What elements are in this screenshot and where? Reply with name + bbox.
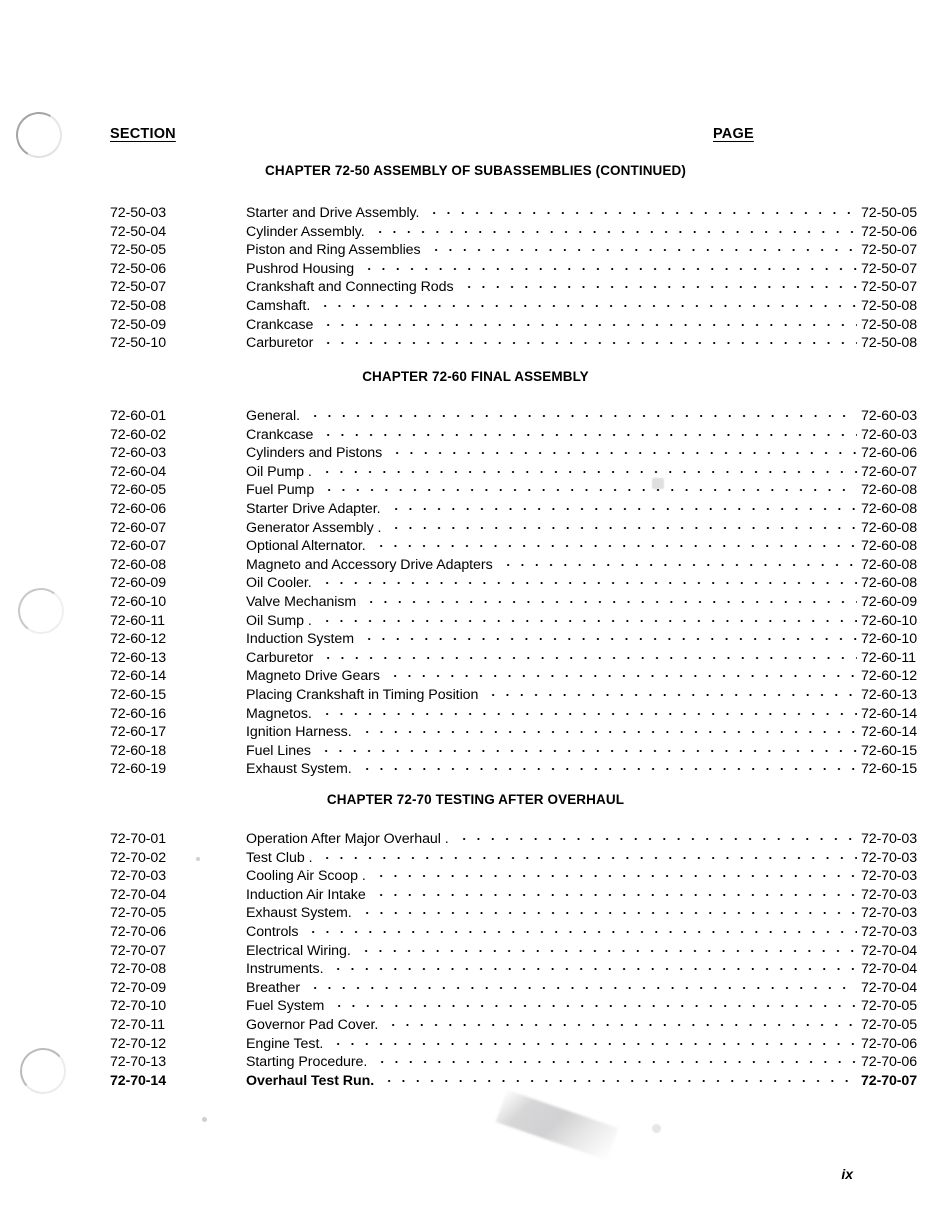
- toc-section-number: 72-60-16: [110, 705, 166, 722]
- toc-row[interactable]: [0, 555, 935, 574]
- toc-section-number: 72-70-08: [110, 961, 166, 978]
- toc-page-reference: 72-60-14: [861, 705, 917, 722]
- toc-row[interactable]: [0, 885, 935, 904]
- toc-entry-title: Exhaust System.: [246, 905, 352, 922]
- toc-leader-dots: [429, 240, 857, 254]
- toc-entry-title: Test Club .: [246, 849, 313, 866]
- toc-row[interactable]: [0, 829, 935, 848]
- toc-entry-title: Magnetos.: [246, 705, 312, 722]
- toc-entry-title: Fuel Pump: [246, 482, 315, 499]
- toc-section-number: 72-60-02: [110, 426, 166, 443]
- toc-row[interactable]: [0, 685, 935, 704]
- toc-entry-title: Operation After Major Overhaul .: [246, 831, 449, 847]
- toc-page-reference: 72-70-03: [861, 886, 917, 903]
- toc-page-reference: 72-70-04: [861, 961, 917, 978]
- toc-leader-dots: [321, 315, 857, 329]
- toc-entry-title: Breather: [246, 979, 301, 996]
- toc-entry-title: Overhaul Test Run.: [246, 1072, 375, 1089]
- toc-entry-title: Governor Pad Cover.: [246, 1016, 379, 1033]
- toc-section-number: 72-60-17: [110, 724, 166, 741]
- toc-leader-dots: [374, 885, 857, 899]
- toc-row[interactable]: [0, 592, 935, 611]
- toc-page-reference: 72-60-15: [861, 761, 917, 778]
- toc-section-number: 72-70-07: [110, 942, 166, 959]
- toc-page-reference: 72-60-10: [861, 612, 917, 629]
- toc-row[interactable]: [0, 259, 935, 278]
- toc-section-number: 72-60-08: [110, 556, 166, 573]
- toc-leader-dots: [320, 704, 857, 718]
- toc-row[interactable]: [0, 480, 935, 499]
- toc-leader-dots: [322, 480, 857, 494]
- toc-page-reference: 72-60-11: [861, 649, 916, 666]
- toc-leader-dots: [318, 296, 857, 310]
- toc-page-reference: 72-50-07: [861, 279, 917, 296]
- toc-row[interactable]: [0, 722, 935, 741]
- toc-leader-dots: [388, 666, 857, 680]
- toc-page-reference: 72-70-03: [861, 923, 917, 940]
- toc-row[interactable]: [0, 611, 935, 630]
- toc-section-number: 72-70-02: [110, 849, 166, 866]
- toc-entry-title: Valve Mechanism: [246, 593, 357, 610]
- toc-section-number: 72-60-03: [110, 445, 166, 462]
- toc-row[interactable]: [0, 462, 935, 481]
- toc-leader-dots: [462, 277, 858, 291]
- toc-leader-dots: [374, 536, 857, 550]
- toc-page-reference: 72-60-08: [861, 575, 917, 592]
- toc-section-number: 72-50-09: [110, 316, 166, 333]
- toc-row[interactable]: [0, 903, 935, 922]
- toc-section-number: 72-60-07: [110, 519, 166, 536]
- toc-entry-title: Generator Assembly .: [246, 519, 382, 536]
- toc-page-reference: 72-60-13: [861, 686, 917, 703]
- toc-leader-dots: [320, 848, 857, 862]
- toc-leader-dots: [321, 648, 857, 662]
- toc-entry-title: Pushrod Housing: [246, 260, 355, 277]
- toc-page-reference: 72-70-06: [861, 1035, 917, 1052]
- toc-page-reference: 72-60-03: [861, 426, 917, 443]
- toc-leader-dots: [321, 425, 857, 439]
- toc-leader-dots: [362, 259, 857, 273]
- chapter-heading-72-50: CHAPTER 72-50 ASSEMBLY OF SUBASSEMBLIES (CONTINUED): [265, 163, 686, 178]
- toc-entry-title: Ignition Harness.: [246, 724, 352, 741]
- toc-leader-dots: [390, 443, 857, 457]
- toc-page-reference: 72-50-08: [861, 316, 917, 333]
- toc-row[interactable]: [0, 922, 935, 941]
- toc-leader-dots: [364, 592, 857, 606]
- toc-row[interactable]: [0, 296, 935, 315]
- chapter-heading-72-60: CHAPTER 72-60 FINAL ASSEMBLY: [362, 369, 589, 384]
- toc-leader-dots: [320, 462, 857, 476]
- toc-page-reference: 72-70-05: [861, 1016, 917, 1033]
- toc-leader-dots: [308, 406, 857, 420]
- toc-entry-title: Starter Drive Adapter.: [246, 500, 381, 517]
- toc-entry-title: Induction Air Intake: [246, 886, 366, 903]
- toc-page-reference: 72-50-08: [861, 297, 917, 314]
- toc-entry-title: Induction System: [246, 631, 355, 648]
- toc-entry-title: Crankcase: [246, 426, 314, 443]
- toc-leader-dots: [375, 1052, 857, 1066]
- toc-row[interactable]: [0, 1015, 935, 1034]
- toc-section-number: 72-70-14: [110, 1072, 166, 1089]
- toc-entry-title: Engine Test.: [246, 1035, 324, 1052]
- toc-page-reference: 72-70-05: [861, 998, 917, 1015]
- column-header-page: PAGE: [713, 126, 754, 142]
- toc-row[interactable]: [0, 996, 935, 1015]
- toc-entry-title: Oil Cooler.: [246, 575, 312, 592]
- toc-entry-title: Crankshaft and Connecting Rods: [246, 279, 454, 296]
- toc-leader-dots: [389, 499, 857, 513]
- toc-section-number: 72-70-13: [110, 1054, 166, 1071]
- toc-page-reference: 72-50-07: [861, 242, 917, 259]
- toc-page-reference: 72-70-04: [861, 942, 917, 959]
- toc-entry-title: Optional Alternator.: [246, 538, 366, 555]
- toc-section-number: 72-50-10: [110, 335, 166, 352]
- toc-leader-dots: [373, 222, 857, 236]
- toc-section-number: 72-50-08: [110, 297, 166, 314]
- toc-row[interactable]: [0, 222, 935, 241]
- toc-page-reference: 72-70-06: [861, 1054, 917, 1071]
- toc-entry-title: Exhaust System.: [246, 761, 352, 778]
- toc-page-reference: 72-50-08: [861, 335, 917, 352]
- toc-section-number: 72-50-07: [110, 279, 166, 296]
- toc-section-number: 72-50-06: [110, 260, 166, 277]
- toc-row[interactable]: [0, 704, 935, 723]
- toc-entry-title: Camshaft.: [246, 297, 311, 314]
- toc-row[interactable]: [0, 406, 935, 425]
- toc-entry-title: Cylinder Assembly.: [246, 223, 365, 240]
- toc-row[interactable]: [0, 499, 935, 518]
- toc-row[interactable]: [0, 518, 935, 537]
- toc-section-number: 72-70-03: [110, 868, 166, 885]
- toc-row[interactable]: [0, 759, 935, 778]
- toc-page-reference: 72-60-08: [861, 538, 917, 555]
- toc-leader-dots: [382, 1071, 857, 1085]
- toc-row[interactable]: [0, 203, 935, 222]
- toc-row[interactable]: [0, 1052, 935, 1071]
- toc-row[interactable]: [0, 959, 935, 978]
- toc-entry-title: Fuel System: [246, 998, 325, 1015]
- toc-leader-dots: [386, 1015, 857, 1029]
- toc-entry-title: Carburetor: [246, 649, 314, 666]
- toc-section-number: 72-70-09: [110, 979, 166, 996]
- toc-section-number: 72-60-10: [110, 593, 166, 610]
- toc-leader-dots: [360, 759, 857, 773]
- toc-row[interactable]: [0, 941, 935, 960]
- toc-entry-title: Oil Sump .: [246, 612, 312, 629]
- toc-page-reference: 72-70-04: [861, 979, 917, 996]
- toc-section-number: 72-60-12: [110, 631, 166, 648]
- toc-entry-title: Magneto and Accessory Drive Adapters: [246, 556, 493, 573]
- toc-page-reference: 72-60-15: [861, 742, 917, 759]
- toc-leader-dots: [389, 518, 857, 532]
- toc-entry-title: General.: [246, 408, 301, 424]
- toc-page-reference: 72-60-07: [861, 463, 917, 480]
- toc-page-reference: 72-60-08: [861, 482, 917, 499]
- toc-row[interactable]: [0, 978, 935, 997]
- toc-section-number: 72-60-09: [110, 575, 166, 592]
- toc-entry-title: Electrical Wiring.: [246, 942, 351, 959]
- toc-entry-title: Fuel Lines: [246, 742, 311, 759]
- toc-entry-title: Controls: [246, 923, 299, 940]
- toc-section-number: 72-70-01: [110, 831, 166, 847]
- toc-leader-dots: [306, 922, 857, 936]
- toc-page-reference: 72-50-05: [861, 205, 917, 221]
- toc-entry-title: Starting Procedure.: [246, 1054, 368, 1071]
- toc-row[interactable]: [0, 443, 935, 462]
- toc-entry-title: Cooling Air Scoop .: [246, 868, 366, 885]
- toc-page-reference: 72-70-03: [861, 905, 917, 922]
- toc-page-reference: 72-60-09: [861, 593, 917, 610]
- toc-entry-title: Cylinders and Pistons: [246, 445, 383, 462]
- toc-section-number: 72-60-05: [110, 482, 166, 499]
- toc-section-number: 72-60-07: [110, 538, 166, 555]
- toc-leader-dots: [486, 685, 857, 699]
- toc-section-number: 72-50-05: [110, 242, 166, 259]
- toc-entry-title: Placing Crankshaft in Timing Position: [246, 686, 479, 703]
- toc-row[interactable]: [0, 629, 935, 648]
- toc-section-number: 72-60-04: [110, 463, 166, 480]
- toc-entry-title: Instruments.: [246, 961, 324, 978]
- hole-punch-artifact: [11, 107, 67, 163]
- chapter-heading-72-70: CHAPTER 72-70 TESTING AFTER OVERHAUL: [326, 792, 625, 807]
- toc-page-reference: 72-60-10: [861, 631, 917, 648]
- toc-entry-title: Crankcase: [246, 316, 314, 333]
- toc-entry-title: Oil Pump .: [246, 463, 312, 480]
- toc-row[interactable]: [0, 648, 935, 667]
- toc-page-reference: 72-70-03: [861, 849, 917, 866]
- toc-section-number: 72-50-03: [110, 205, 166, 221]
- scan-smudge-artifact: [496, 1090, 619, 1161]
- toc-page-reference: 72-60-08: [861, 500, 917, 517]
- toc-section-number: 72-60-14: [110, 668, 166, 685]
- toc-page-reference: 72-60-08: [861, 556, 917, 573]
- toc-leader-dots: [362, 629, 857, 643]
- toc-section-number: 72-70-12: [110, 1035, 166, 1052]
- toc-leader-dots: [374, 866, 857, 880]
- toc-row[interactable]: [0, 1034, 935, 1053]
- toc-row[interactable]: [0, 425, 935, 444]
- toc-group-72-50: [0, 203, 935, 352]
- toc-row[interactable]: [0, 315, 935, 334]
- toc-section-number: 72-70-06: [110, 923, 166, 940]
- toc-row[interactable]: [0, 1071, 935, 1090]
- toc-page-reference: 72-50-06: [861, 223, 917, 240]
- toc-page-reference: 72-70-03: [861, 831, 917, 847]
- toc-section-number: 72-60-19: [110, 761, 166, 778]
- toc-page-reference: 72-60-08: [861, 519, 917, 536]
- toc-leader-dots: [320, 573, 857, 587]
- toc-leader-dots: [331, 1034, 857, 1048]
- column-header-section: SECTION: [110, 126, 176, 142]
- toc-row[interactable]: [0, 866, 935, 885]
- toc-row[interactable]: [0, 277, 935, 296]
- toc-section-number: 72-60-06: [110, 500, 166, 517]
- toc-section-number: 72-50-04: [110, 223, 166, 240]
- toc-leader-dots: [501, 555, 857, 569]
- toc-section-number: 72-60-15: [110, 686, 166, 703]
- page-number: ix: [841, 1166, 853, 1182]
- toc-leader-dots: [427, 203, 857, 217]
- toc-leader-dots: [359, 941, 857, 955]
- toc-leader-dots: [320, 611, 857, 625]
- toc-section-number: 72-60-01: [110, 408, 166, 424]
- toc-leader-dots: [332, 996, 857, 1010]
- toc-row[interactable]: [0, 240, 935, 259]
- toc-section-number: 72-60-18: [110, 742, 166, 759]
- toc-section-number: 72-70-04: [110, 886, 166, 903]
- toc-leader-dots: [321, 333, 857, 347]
- scan-speck-artifact: [202, 1117, 207, 1122]
- toc-leader-dots: [319, 741, 857, 755]
- toc-group-72-60: [0, 406, 935, 778]
- toc-page-reference: 72-60-06: [861, 445, 917, 462]
- toc-entry-title: Carburetor: [246, 335, 314, 352]
- toc-entry-title: Magneto Drive Gears: [246, 668, 380, 685]
- toc-page-reference: 72-60-03: [861, 408, 917, 424]
- toc-row[interactable]: [0, 536, 935, 555]
- toc-page-reference: 72-60-14: [861, 724, 917, 741]
- toc-entry-title: Starter and Drive Assembly.: [246, 205, 420, 221]
- toc-page-reference: 72-70-03: [861, 868, 917, 885]
- toc-group-72-70: [0, 829, 935, 1089]
- toc-leader-dots: [308, 978, 857, 992]
- toc-section-number: 72-70-05: [110, 905, 166, 922]
- scan-speck-artifact: [652, 1124, 661, 1133]
- toc-page-reference: 72-60-12: [861, 668, 917, 685]
- toc-section-number: 72-60-13: [110, 649, 166, 666]
- toc-row[interactable]: [0, 848, 935, 867]
- toc-leader-dots: [457, 829, 857, 843]
- toc-section-number: 72-60-11: [110, 612, 165, 629]
- toc-leader-dots: [360, 903, 857, 917]
- toc-section-number: 72-70-10: [110, 998, 166, 1015]
- toc-entry-title: Piston and Ring Assemblies: [246, 242, 421, 259]
- toc-leader-dots: [331, 959, 857, 973]
- toc-row[interactable]: [0, 741, 935, 760]
- toc-section-number: 72-70-11: [110, 1016, 165, 1033]
- toc-row[interactable]: [0, 573, 935, 592]
- toc-page-reference: 72-70-07: [861, 1072, 917, 1089]
- toc-row[interactable]: [0, 333, 935, 352]
- toc-leader-dots: [360, 722, 857, 736]
- toc-row[interactable]: [0, 666, 935, 685]
- toc-page-reference: 72-50-07: [861, 260, 917, 277]
